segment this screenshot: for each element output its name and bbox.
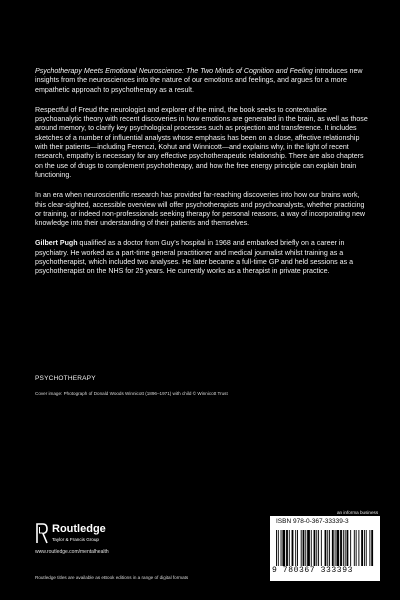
barcode-bar (325, 530, 327, 566)
barcode-bar (297, 530, 298, 566)
book-title-italic: Psychotherapy Meets Emotional Neuroscience: The Two Minds of Cognition and Feeling (35, 67, 313, 75)
barcode-bar (307, 530, 310, 566)
blurb-paragraph-intro (35, 67, 370, 95)
barcode-bar (371, 530, 373, 566)
barcode-bar (278, 530, 279, 566)
blurb-paragraph-contents: Respectful of Freud the neurologist and explorer of the mind, the book seeks to contextualise psychoanalytic theory with recent discoveries in how emotions are generated in the brain, as well as those around memory, to clarify key psychological processes such as projection and transference. It includes sketches of a number of influential analysts whose emphasis has been on a close, affective relationship with their patients—including Ferenczi, Kohut and Winnicott—and explains why, in the light of recent research, empathy is necessary for any effective psychotherapeutic relationship. There are also chapters on the use of drugs to complement psychotherapy, and how the free energy principle can explain brain functioning. (35, 105, 368, 179)
barcode-bar (282, 530, 285, 566)
barcode-panel (270, 516, 380, 581)
barcode-bar (335, 530, 336, 566)
barcode-bar (311, 530, 312, 566)
barcode-bar (289, 530, 290, 566)
routledge-r-logo-icon (35, 521, 49, 545)
barcode-bar (345, 530, 346, 566)
barcode-bar (316, 530, 317, 566)
blurb-paragraph-audience: In an era when neuroscientific research has provided far-reaching discoveries into how our brains work, this clear-sighted, accessible overview will offer psychotherapists and psychoanalysts, whether practicing or training, or indeed non-professionals seeking therapy for personal reasons, a way of incorporating new knowledge into their understanding of their patients and themselves. (35, 191, 366, 228)
ebook-availability-note: Routledge titles are available as eBook editions in a range of digital formats (35, 575, 189, 580)
barcode-bar (336, 530, 339, 566)
barcode-bar (361, 530, 363, 566)
barcode-bar (332, 530, 334, 566)
barcode-bar (347, 530, 349, 566)
blurb-text (35, 67, 370, 288)
barcode-bar (364, 530, 365, 566)
barcode-digits: 9 780367 333393 (272, 566, 354, 575)
cover-image-credit: Cover image: Photograph of Donald Woods Winnicott (1896–1971) with child © Winnicott Trust (35, 391, 228, 396)
blurb-intro-text: introduces new insights from the neurosciences into the nature of our emotions and feelings, and argues for a more empathetic approach to psychotherapy as a result. (35, 67, 363, 94)
isbn-label: ISBN 978-0-367-33339-3 (276, 518, 349, 525)
barcode-bar (354, 530, 355, 566)
barcode-bar (329, 530, 330, 566)
subject-category: PSYCHOTHERAPY (35, 375, 96, 382)
barcode-bar (366, 530, 367, 566)
barcode-bar (321, 530, 322, 566)
barcode-bar (358, 530, 359, 566)
publisher-website: www.routledge.com/mentalhealth (35, 549, 109, 555)
barcode-bar (343, 530, 344, 566)
barcode-bar (327, 530, 328, 566)
barcode-image (276, 530, 374, 566)
barcode-bar (276, 530, 277, 566)
publisher-name: Routledge (52, 523, 106, 535)
barcode-bar (369, 530, 370, 566)
author-bio (35, 239, 370, 276)
barcode-bar (350, 530, 351, 566)
barcode-bar (303, 530, 305, 566)
barcode-bar (295, 530, 296, 566)
barcode-bar (286, 530, 288, 566)
barcode-bar (305, 530, 306, 566)
barcode-bar (292, 530, 294, 566)
barcode-bar (301, 530, 302, 566)
informa-business-tag: an informa business (337, 510, 379, 515)
publisher-group: Taylor & Francis Group (52, 537, 99, 542)
author-bio-text: qualified as a doctor from Guy’s hospital in 1968 and embarked briefly on a career in psychiatry. He worked as a part-time general practitioner and medical journalist whilst training as a psychotherapist, which included two analyses. He later became a full-time GP and held sessions as a psychotherapist on the NHS for 25 years. He currently works as a therapist in private practice. (35, 239, 354, 276)
barcode-bar (314, 530, 316, 566)
barcode-bar (281, 530, 282, 566)
barcode-bar (356, 530, 357, 566)
barcode-bar (340, 530, 342, 566)
barcode-bar (318, 530, 319, 566)
author-name: Gilbert Pugh (35, 239, 78, 248)
